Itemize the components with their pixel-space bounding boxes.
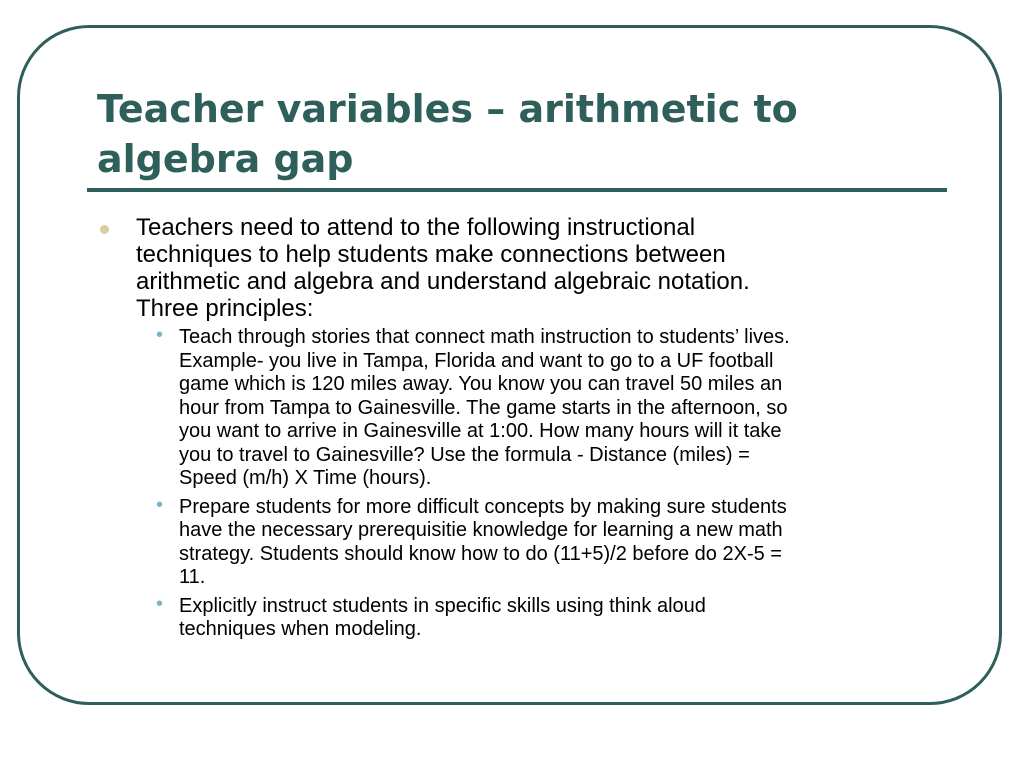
principle-text-line: you want to arrive in Gainesville at 1:00. How many hours will it take (179, 420, 782, 442)
principle-text-line: you to travel to Gainesville? Use the formula - Distance (miles) = (179, 443, 750, 466)
principle-text-line: techniques when modeling. (179, 618, 422, 640)
main-text-line: Three principles: (136, 295, 314, 322)
principle-item-explicit-instruction (136, 592, 945, 642)
principle-text-line: Example- you live in Tampa, Florida and want to go to a UF football (179, 349, 774, 372)
principle-text-line: game which is 120 miles away. You know you can travel 50 miles an (179, 373, 783, 395)
principle-item-prerequisites (136, 493, 945, 590)
sub-bullet-icon: • (156, 592, 164, 615)
sub-bullet-icon: • (156, 324, 164, 346)
principle-text-line: Prepare students for more difficult concepts by making sure students (179, 495, 787, 518)
principle-text-line: strategy. Students should know how to do (11+5)/2 before do 2X-5 = (179, 542, 782, 565)
principle-item-stories (136, 326, 945, 491)
title-line-2: algebra gap (97, 137, 354, 181)
principle-text-line: 11. (179, 566, 206, 588)
principles-list (136, 326, 945, 642)
principle-text-line: hour from Tampa to Gainesville. The game starts in the afternoon, so (179, 396, 788, 419)
title-divider (87, 188, 947, 192)
main-text-line: Teachers need to attend to the following instructional (136, 214, 696, 241)
principle-text-line: have the necessary prerequisitie knowledge for learning a new math (179, 519, 783, 541)
principle-text-line: Explicitly instruct students in specific skills using think aloud (179, 594, 706, 617)
sub-bullet-icon: • (156, 493, 164, 516)
round-bullet-icon (100, 225, 109, 234)
main-text-line: techniques to help students make connections between (136, 241, 726, 268)
principle-text-line: Speed (m/h) X Time (hours). (179, 467, 432, 489)
slide-body (100, 214, 945, 647)
main-bullet-item (100, 214, 945, 642)
title-line-1: Teacher variables – arithmetic to (97, 87, 798, 131)
slide-title (97, 84, 957, 184)
main-text-line: arithmetic and algebra and understand algebraic notation. (136, 268, 750, 295)
principle-text-line: Teach through stories that connect math instruction to students’ lives. (179, 326, 790, 348)
